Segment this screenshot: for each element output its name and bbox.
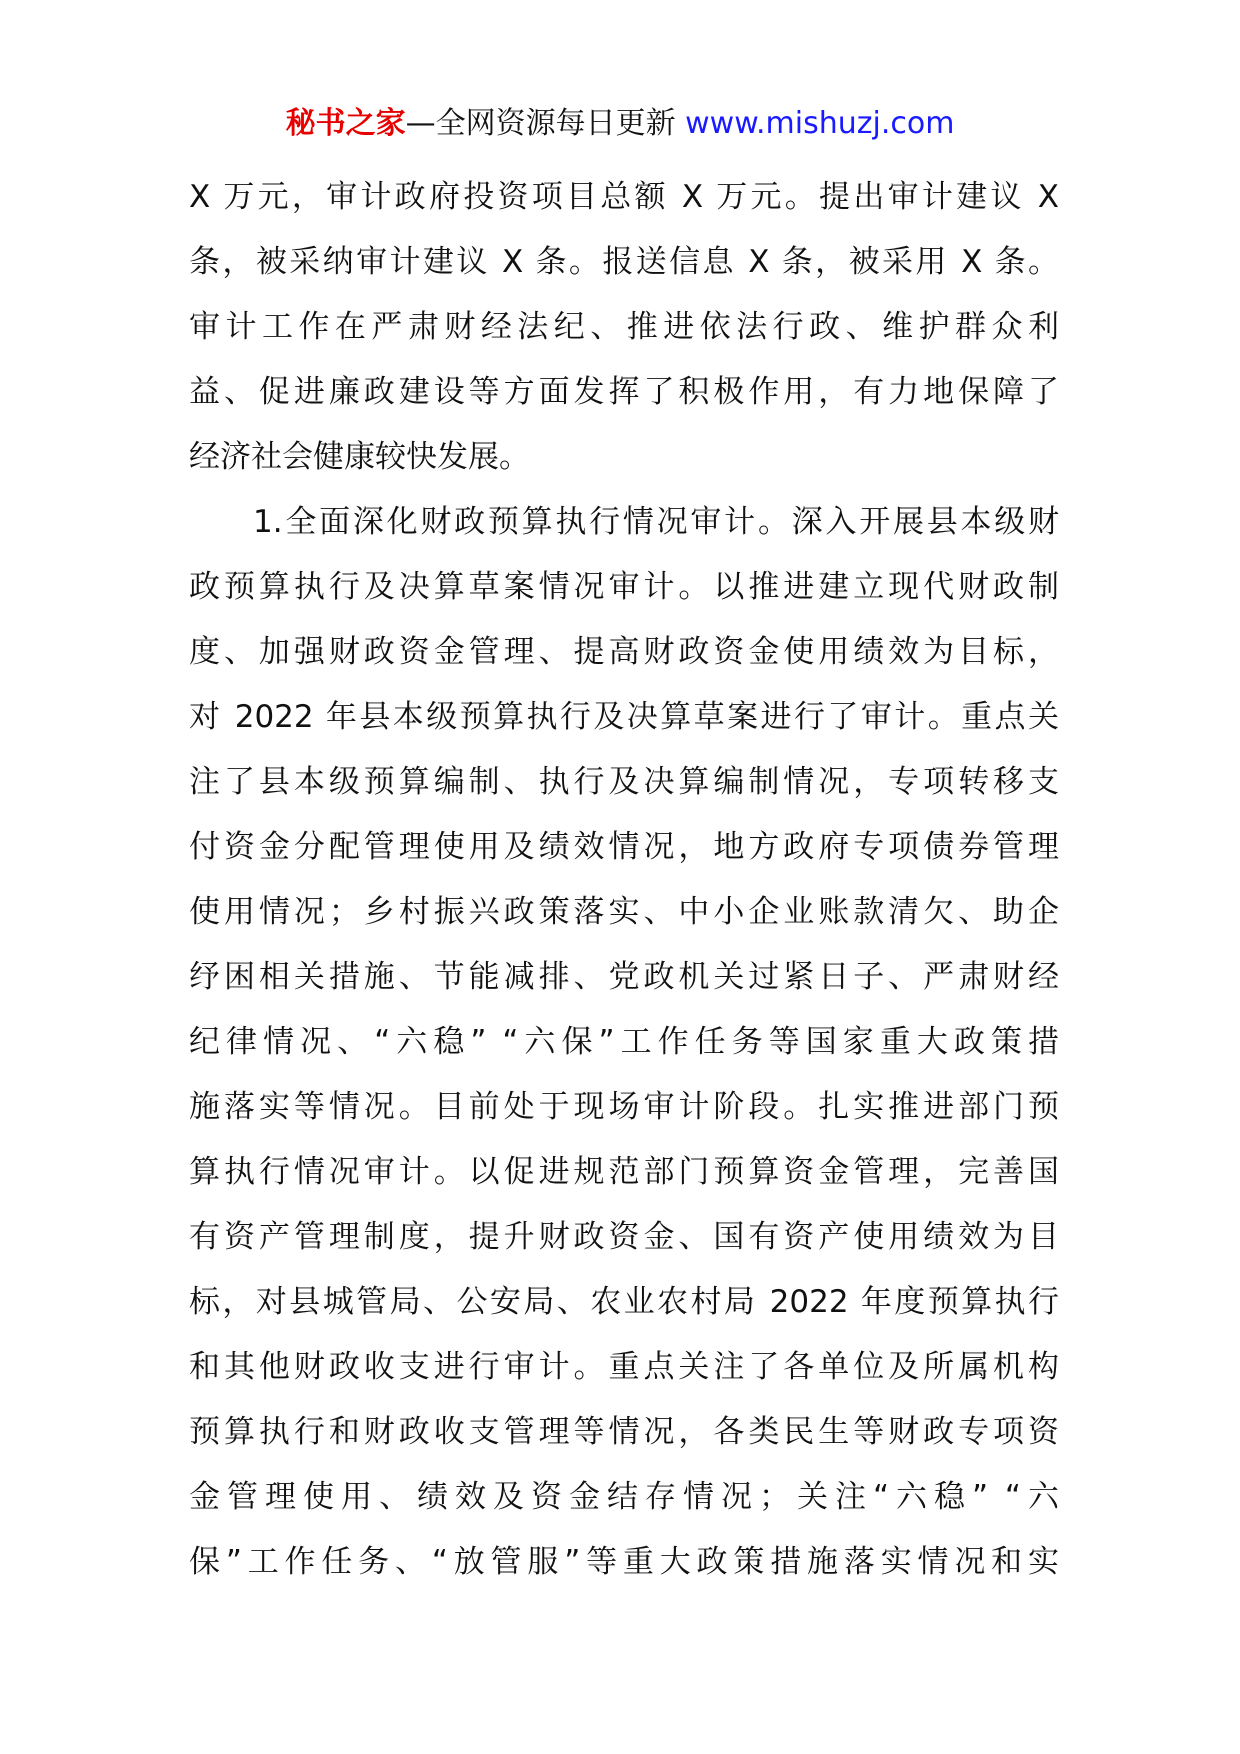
text-line: 注了县本级预算编制、执行及决算编制情况，专项转移支	[189, 764, 1059, 800]
text-line: 预算执行和财政收支管理等情况，各类民生等财政专项资	[189, 1414, 1059, 1450]
text-line: 金管理使用、绩效及资金结存情况；关注“六稳” “六	[189, 1479, 1059, 1515]
site-tagline: —全网资源每日更新	[405, 106, 686, 141]
text-line: 保”工作任务、“放管服”等重大政策措施落实情况和实	[189, 1544, 1059, 1580]
text-line: 施落实等情况。目前处于现场审计阶段。扎实推进部门预	[189, 1089, 1059, 1125]
text-line: 标，对县城管局、公安局、农业农村局 2022 年度预算执行	[189, 1284, 1059, 1320]
text-line: 纪律情况、“六稳” “六保”工作任务等国家重大政策措	[189, 1024, 1059, 1060]
text-line: 对 2022 年县本级预算执行及决算草案进行了审计。重点关	[189, 699, 1059, 735]
site-brand: 秘书之家	[285, 106, 406, 141]
text-line: X 万元，审计政府投资项目总额 X 万元。提出审计建议 X	[189, 179, 1059, 215]
text-line: 度、加强财政资金管理、提高财政资金使用绩效为目标，	[189, 634, 1059, 670]
text-line: 使用情况；乡村振兴政策落实、中小企业账款清欠、助企	[189, 894, 1059, 930]
document-body	[189, 165, 1059, 1595]
text-line: 有资产管理制度，提升财政资金、国有资产使用绩效为目	[189, 1219, 1059, 1255]
text-line: 纾困相关措施、节能减排、党政机关过紧日子、严肃财经	[189, 959, 1059, 995]
text-line: 条，被采纳审计建议 X 条。报送信息 X 条，被采用 X 条。	[189, 244, 1059, 280]
text-line: 政预算执行及决算草案情况审计。以推进建立现代财政制	[189, 569, 1059, 605]
page-header	[0, 102, 1240, 146]
text-line: 和其他财政收支进行审计。重点关注了各单位及所属机构	[189, 1349, 1059, 1385]
paragraph-start-line: 1.全面深化财政预算执行情况审计。深入开展县本级财	[253, 504, 1059, 540]
site-url-link[interactable]: www.mishuzj.com	[685, 106, 955, 141]
text-line: 付资金分配管理使用及绩效情况，地方政府专项债券管理	[189, 829, 1059, 865]
text-line: 审计工作在严肃财经法纪、推进依法行政、维护群众利	[189, 309, 1059, 345]
text-line: 算执行情况审计。以促进规范部门预算资金管理，完善国	[189, 1154, 1059, 1190]
text-line: 经济社会健康较快发展。	[189, 439, 530, 475]
text-line: 益、促进廉政建设等方面发挥了积极作用，有力地保障了	[189, 374, 1059, 410]
